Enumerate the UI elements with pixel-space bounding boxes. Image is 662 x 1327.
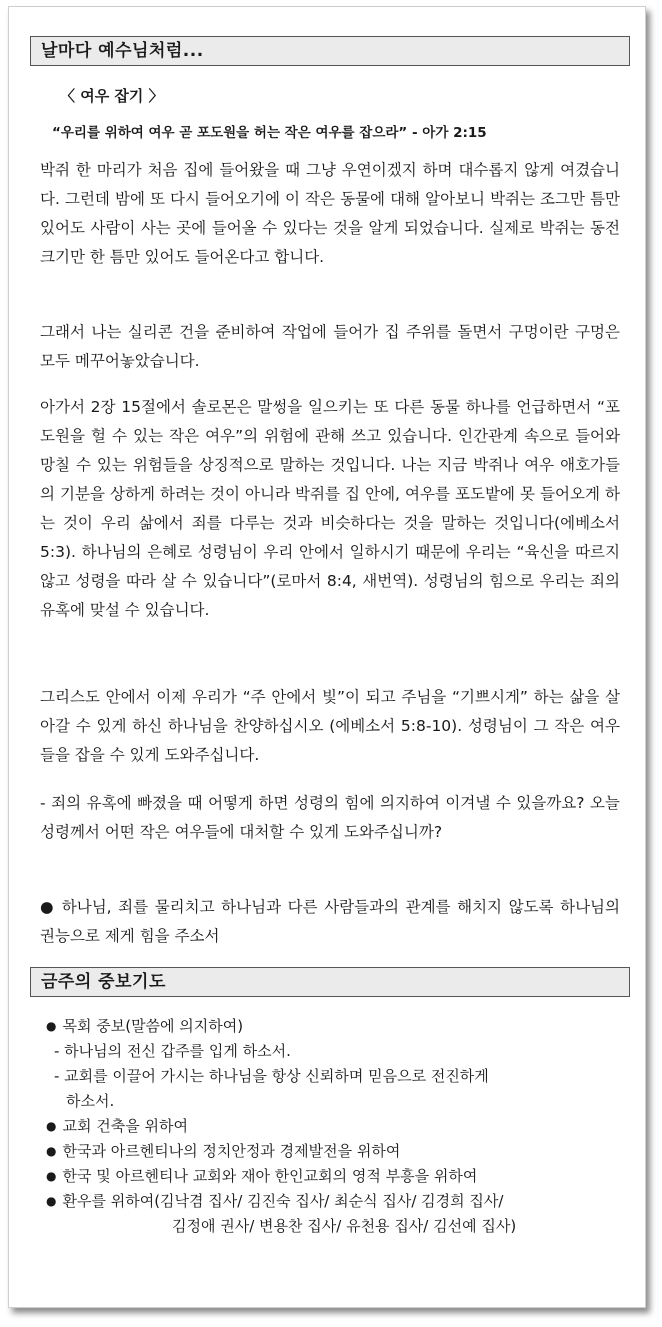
list-item: ● 한국 및 아르헨티나 교회와 재아 한인교회의 영적 부흥을 위하여 (46, 1167, 478, 1185)
bullet-icon: ● (46, 1169, 57, 1183)
paragraph-4: 그리스도 안에서 이제 우리가 “주 안에서 빛”이 되고 주님을 “기쁘시게” 하는 삶을 살아갈 수 있게 하신 하나님을 찬양하십시오 (에베소서 5:8-10). 성령님이 그 작은 여우들을 잡을 수 있게 도와주십니다. (40, 688, 620, 764)
paragraph-3: 아가서 2장 15절에서 솔로몬은 말썽을 일으키는 또 다른 동물 하나를 언급하면서 “포도원을 헐 수 있는 작은 여우”의 위험에 관해 쓰고 있습니다. 인간관계 속으로 들어와 망칠 수 있는 위험들을 상징적으로 말하는 것입니다. 나는 지금 박쥐나 여우 애호가들의 기분을 상하게 하려는 것이 아니라 박쥐를 집 안에, 여우를 포도밭에 못 들어오게 하는 것이 우리 삶에서 죄를 다루는 것과 비슷하다는 것을 말하는 것입니다(에베소서 5:3). 하나님의 은혜로 성령님이 우리 안에서 일하시기 때문에 우리는 “육신을 따르지 않고 성령을 따라 살 수 있습니다”(로마서 8:4, 새번역). 성령님의 힘으로 우리는 죄의 유혹에 맞설 수 있습니다. (40, 398, 620, 619)
bullet-icon: ● (46, 1194, 57, 1208)
list-item: - 교회를 이끌어 가시는 하나님을 항상 신뢰하며 믿음으로 전진하게 (54, 1067, 489, 1085)
bullet-icon: ● (46, 1144, 57, 1158)
list-item: - 하나님의 전신 갑주를 입게 하소서. (54, 1042, 291, 1060)
reflection-question: - 죄의 유혹에 빠졌을 때 어떻게 하면 성령의 힘에 의지하여 이겨낼 수 있을까요? 오늘 성령께서 어떤 작은 여우들에 대처할 수 있게 도와주십니까? (40, 794, 620, 841)
list-item: ● 목회 중보(말씀에 의지하여) (46, 1017, 244, 1035)
list-item: 김정애 권사/ 변용찬 집사/ 유천용 집사/ 김선예 집사) (172, 1217, 517, 1235)
section-heading-intercession: 금주의 중보기도 (30, 967, 630, 997)
list-item: ● 한국과 아르헨티나의 정치안정과 경제발전을 위하여 (46, 1142, 401, 1160)
prayer-line: ● 하나님, 죄를 물리치고 하나님과 다른 사람들과의 관계를 해치지 않도록 하나님의 권능으로 제게 힘을 주소서 (40, 898, 620, 945)
devotion-title: 〈 여우 잡기 〉 (60, 87, 164, 105)
section-heading-daily: 날마다 예수님처럼... (30, 36, 630, 66)
list-item: 하소서. (66, 1092, 115, 1110)
scripture-verse: “우리를 위하여 여우 곧 포도원을 허는 작은 여우를 잡으라” - 아가 2:15 (52, 125, 487, 141)
paragraph-2: 그래서 나는 실리콘 건을 준비하여 작업에 들어가 집 주위를 돌면서 구멍이란 구멍은 모두 메꾸어놓았습니다. (40, 323, 620, 370)
list-item: ● 교회 건축을 위하여 (46, 1117, 188, 1135)
bullet-icon: ● (46, 1019, 57, 1033)
intercession-list (46, 1014, 626, 1239)
list-item: ● 환우를 위하여(김낙겸 집사/ 김진숙 집사/ 최순식 집사/ 김경희 집사/ (46, 1192, 504, 1210)
paragraph-1: 박쥐 한 마리가 처음 집에 들어왔을 때 그냥 우연이겠지 하며 대수롭지 않게 여겼습니다. 그런데 밤에 또 다시 들어오기에 이 작은 동물에 대해 알아보니 박쥐는 조그만 틈만 있어도 사람이 사는 곳에 들어올 수 있다는 것을 알게 되었습니다. 실제로 박쥐는 동전 크기만 한 틈만 있어도 들어온다고 합니다. (40, 161, 620, 266)
bullet-icon: ● (46, 1119, 57, 1133)
